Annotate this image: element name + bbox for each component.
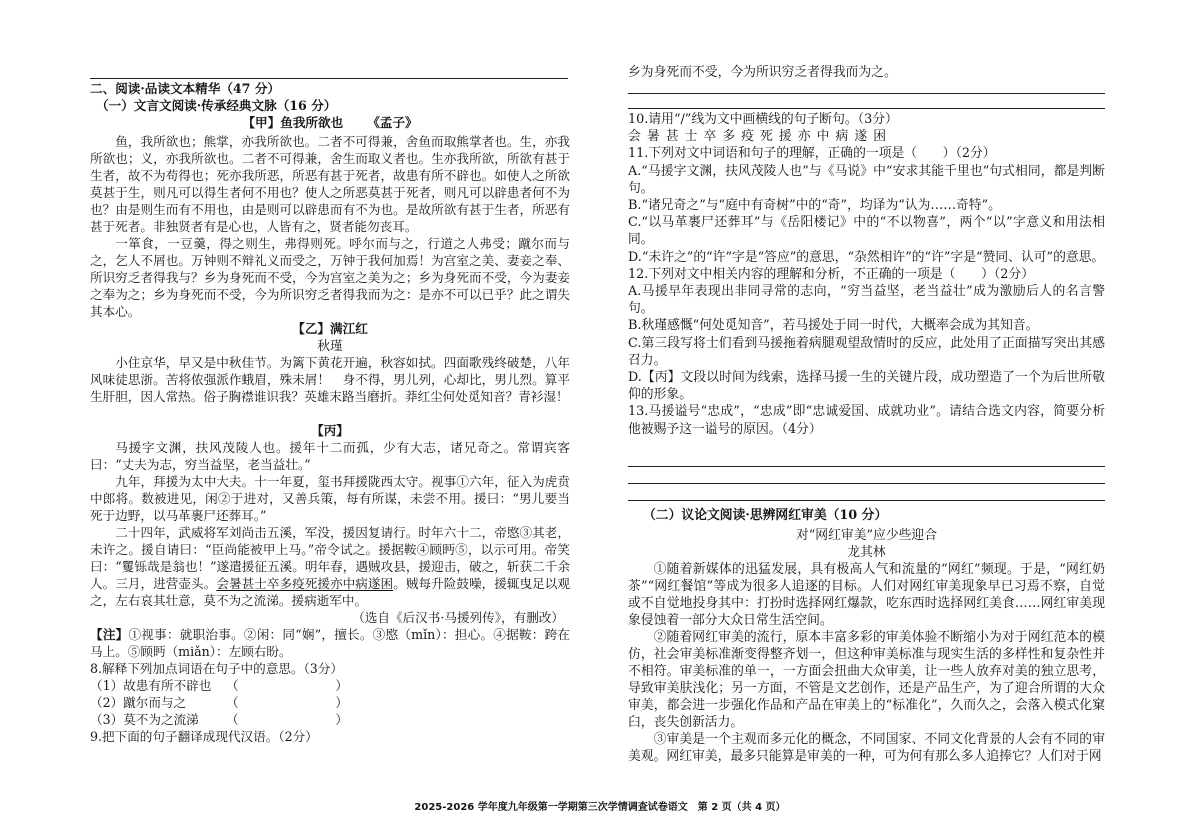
left-column [90,80,570,745]
q8-item [90,694,570,711]
q12-option-b: B.秋瑾感慨“何处觅知音”，若马援处于同一时代，大概率会成为其知音。 [628,318,1039,334]
yi-title: 【乙】满江红 [292,321,368,336]
notes-label: 【注】 [90,627,129,642]
q10-sentence: 会 暑 甚 士 卒 多 疫 死 援 亦 中 病 遂 困 [628,129,887,145]
bing-title: 【丙】 [311,423,349,438]
right-column-top [628,64,1105,81]
part2-title: （二）议论文阅读·思辨网红审美（10 分） [643,507,888,523]
answer-blank [226,694,348,711]
bing-citation: （选自《后汉书·马援列传》，有删改） [352,610,564,625]
blank-close-paren: ） [335,678,348,693]
bing-paragraph [90,524,570,609]
article-paragraph: ②随着网红审美的流行，原本丰富多彩的审美体验不断缩小为对于网红范本的模仿，社会审美标准渐变得整齐划一，但这种审美标准与现实生活的多样性和复杂性并不相符。审美标准的单一，一方面会扭曲大众审美，让一些人放弃对美的独立思考，导致审美肤浅化；另一方面，不管是文艺创作，还是产品生产，为了迎合所谓的大众审美，都会进一步强化作品和产品在审美上的“标准化”，久而久之，会落入模式化窠臼，丧失创新活力。 [628,629,1105,730]
q11-option-a: A.“马援字文渊，扶风茂陵人也”与《马说》中“安求其能千里也”句式相同，都是判断句。 [628,163,1105,196]
blank-open-paren: （ [226,712,239,727]
answer-line [628,500,1105,501]
jia-title: 【甲】鱼我所欲也 [242,115,344,130]
question-9: 9.把下面的句子翻译成现代汉语。（2分） [90,729,318,744]
blank-open-paren: （ [226,695,239,710]
jia-paragraph: 一箪食，一豆羹，得之则生，弗得则死。呼尔而与之，行道之人弗受；蹴尔而与之，乞人不屑也。万钟则不辩礼义而受之，万钟于我何加焉！为宫室之美、妻妾之奉、所识穷乏者得我与？乡为身死而不受，今为宫室之美为之；乡为身死而不受，今为妻妾之奉为之；乡为身死而不受，今为所识穷乏者得我而为之：是亦不可以已乎？此之谓失其本心。 [90,236,570,319]
right-column-article [628,507,1105,765]
yi-poem: 小住京华，早又是中秋佳节。为篱下黄花开遍，秋容如拭。四面歌残终破楚，八年风味徒思浙。苦将侬强派作蛾眉，殊未屑！ 身不得，男儿列，心却比，男儿烈。算平生肝胆，因人常热。俗子胸襟谁识我？英雄末路当磨折。莽红尘何处觅知音？青衫湿！ [90,355,570,404]
blank-close-paren: ） [335,712,348,727]
answer-line [628,483,1105,484]
spacer [90,405,570,422]
article-paragraph: ③审美是一个主观而多元化的概念，不同国家、不同文化背景的人会有不同的审美观。网红审美，最多只能算是审美的一种，可为何有那么多人追捧它？人们对于网 [628,731,1105,764]
q8-item [90,711,570,728]
q12-option-a: A.马援早年表现出非同寻常的志向，“穷当益坚，老当益壮”成为激励后人的名言警句。 [628,284,1105,317]
part-title: （一）文言文阅读·传承经典文脉（16 分） [96,98,337,113]
answer-blank [226,677,348,694]
article-author: 龙其林 [847,544,886,560]
q12-option-d: D.【丙】文段以时间为线索，选择马援一生的关键片段，成功塑造了一个为后世所敬仰的形象。 [628,370,1105,403]
bing-paragraph: 马援字文渊，扶风茂陵人也。援年十二而孤，少有大志，诸兄奇之。常谓宾客曰：“丈夫为志，穷当益坚，老当益壮。” [90,440,570,472]
blank-close-paren: ） [335,695,348,710]
bing-paragraph: 九年，拜援为太中大夫。十一年夏，玺书拜援陇西太守。视事①六年，征入为虎贲中郎将。数被进见，闲②于进对，又善兵策，每有所谋，未尝不用。援曰：“男儿要当死于边野，以马革裹尸还葬耳。” [90,474,570,523]
notes [90,626,570,660]
jia-heading [90,114,570,131]
q8-item-label: （2）蹴尔而与之 [90,695,187,710]
blank-open-paren: （ [226,678,239,693]
underlined-sentence: 会暑甚士卒多疫死援亦中病遂困 [216,576,394,591]
q8-item-label: （3）莫不为之流涕 [90,712,199,727]
jia-source: 《孟子》 [367,115,418,130]
answer-blank [226,711,348,728]
answer-line [628,108,1105,109]
bing-text: 。贼每升险鼓噪，援辄曳足以观之，左右哀其壮意，莫不为之流涕。援病逝军中。 [90,576,571,608]
q11-option-b: B.“诸兄奇之”与“庭中有奇树”中的“奇”，均译为“认为……奇特”。 [628,198,1001,214]
section-title: 二、阅读·品读文本精华（47 分） [90,81,281,96]
question-11: 11.下列对文中词语和句子的理解，正确的一项是（ ）（2分） [628,146,996,162]
q11-option-c: C.“以马革裹尸还葬耳”与《岳阳楼记》中的“不以物喜”，两个“以”字意义和用法相同。 [628,215,1105,248]
article-paragraph: ①随着新媒体的迅猛发展，具有极高人气和流量的“网红”频现。于是，“网红奶茶”“网红餐馆”等成为很多人追逐的目标。人们对网红审美现象早已习焉不察，自觉或不自觉地投身其中：打扮时选择网红爆款，吃东西时选择网红美食……网红审美现象侵蚀着一部分大众日常生活空间。 [628,561,1105,628]
bing-text: 二十四年，武威将军刘尚击五溪，军没，援因复请行。时年六十二，帝愍③其老，未许之。援自请曰：“臣尚能被甲上马。”帝令试之。援据鞍④顾眄⑤，以示可用。帝笑曰：“矍铄哉是翁也！”遂遣援征五溪。明年春，遇贼攻县，援迎击，破之，斩获二千余人。三月，进营壶头。 [90,525,570,591]
q12-option-c: C.第三段写将士们看到马援拖着病腿观望敌情时的反应，此处用了正面描写突出其感召力。 [628,335,1105,368]
answer-line [628,93,1105,94]
yi-author: 秋瑾 [317,338,343,353]
q8-item-label: （1）故患有所不辟也 [90,678,212,693]
right-column-questions [628,111,1105,438]
answer-line [628,466,1105,467]
q9-sentence: 乡为身死而不受，今为所识穷乏者得我而为之。 [628,64,897,80]
page-footer: 2025-2026 学年度九年级第一学期第三次学情调查试卷语文 第 2 页（共 4 页） [414,802,786,813]
notes-text: ①视事：就职治事。②闲：同“娴”，擅长。③愍（mǐn）：担心。④据鞍：跨在马上。⑤顾眄（miǎn）：左顾右盼。 [90,627,570,659]
q11-option-d: D.“未许之”的“许”字是“答应”的意思，“杂然相许”的“许”字是“赞同、认可”的意思。 [628,249,1105,265]
question-8: 8.解释下列加点词语在句子中的意思。（3分） [90,661,344,676]
jia-paragraph: 鱼，我所欲也；熊掌，亦我所欲也。二者不可得兼，舍鱼而取熊掌者也。生，亦我所欲也；义，亦我所欲也。二者不可得兼，舍生而取义者也。生亦我所欲，所欲有甚于生者，故不为苟得也；死亦我所恶，所恶有甚于死者，故患有所不辟也。如使人之所欲莫甚于生，则凡可以得生者何不用也？使人之所恶莫甚于死者，则凡可以辟患者何不为也？由是则生而有不用也，由是则可以辟患而有不为也。是故所欲有甚于生者，所恶有甚于死者。非独贤者有是心也，人皆有之，贤者能勿丧耳。 [90,134,570,234]
question-10: 10.请用“/”线为文中画横线的句子断句。（3分） [628,112,898,127]
article-title: 对“网红审美”应少些迎合 [795,527,938,543]
question-12: 12.下列对文中相关内容的理解和分析，不正确的一项是（ ）（2分） [628,266,1034,282]
q8-item [90,677,570,694]
header-rule [90,78,568,79]
question-13: 13.马援谥号“忠成”，“忠成”即“忠诚爱国、成就功业”。请结合选文内容，简要分析他被赐予这一谥号的原因。（4分） [628,404,1105,437]
